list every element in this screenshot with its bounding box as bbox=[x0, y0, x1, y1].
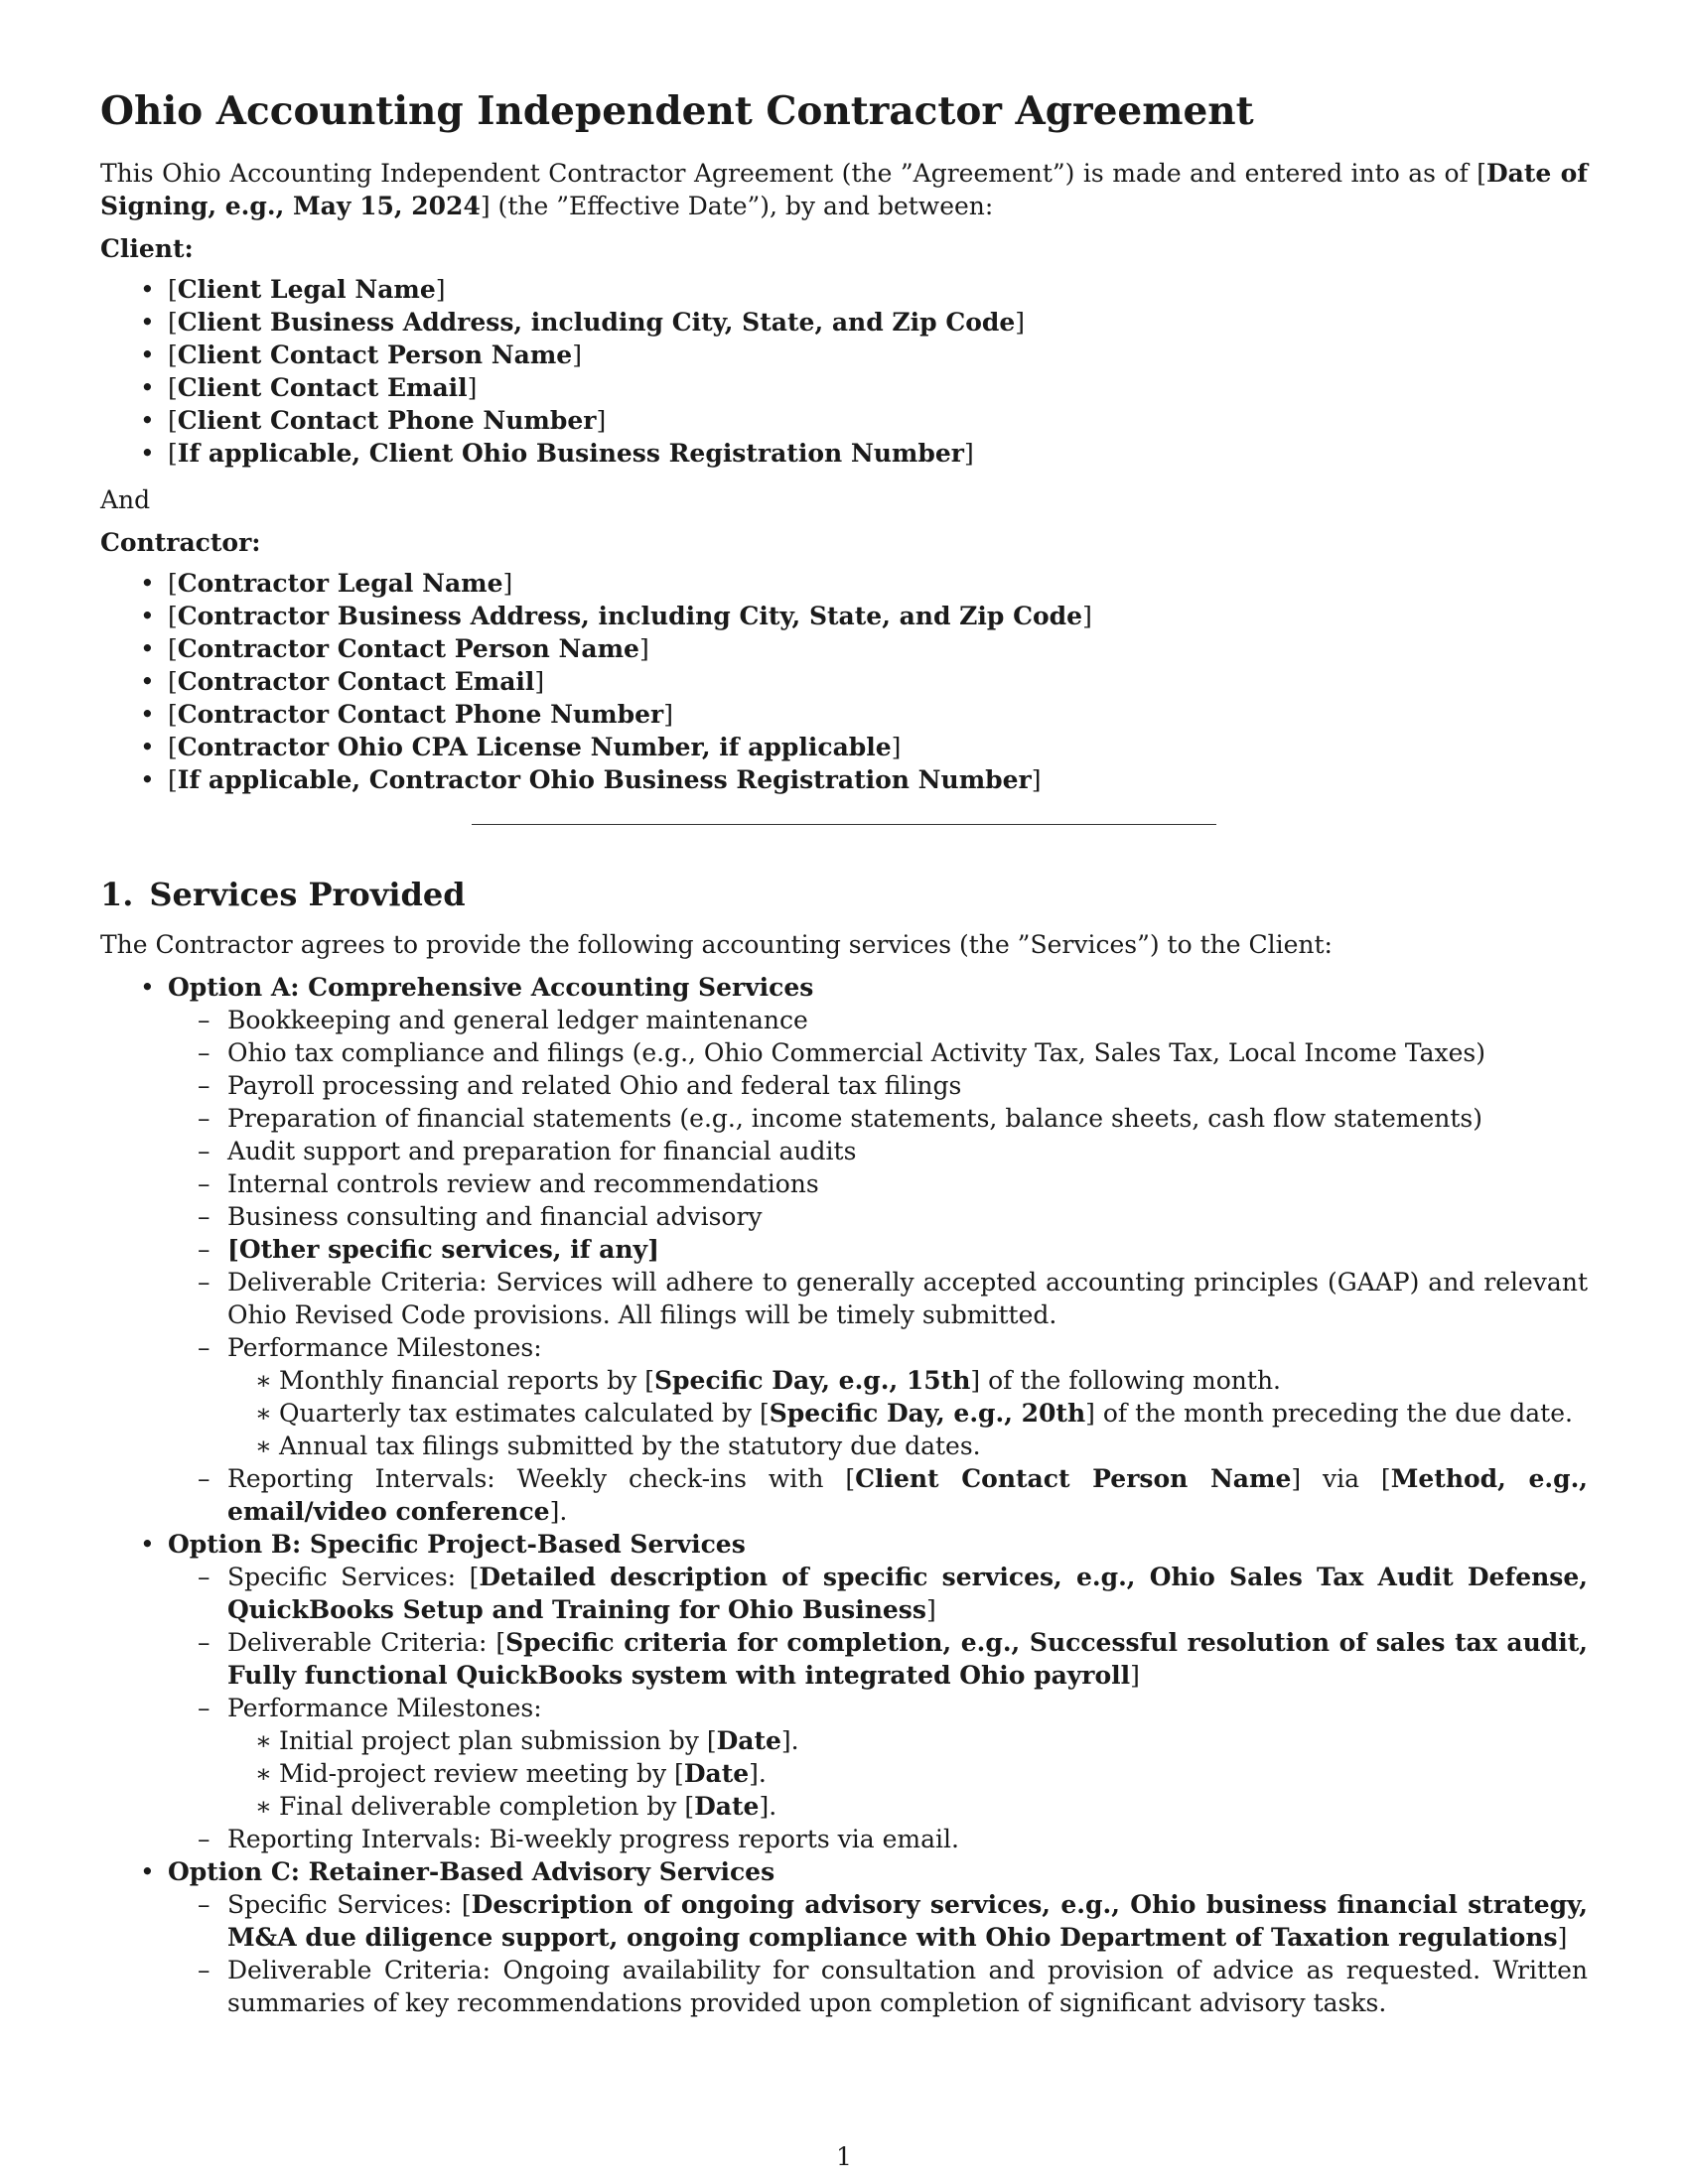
list-item: • [If applicable, Client Ohio Business Registration Number] bbox=[100, 437, 1588, 470]
list-item: • [Client Contact Person Name] bbox=[100, 339, 1588, 371]
list-item: – Reporting Intervals: Weekly check-ins with [Client Contact Person Name] via [Method, e.g., email/video conference]. bbox=[168, 1462, 1588, 1528]
list-item: • [Contractor Ohio CPA License Number, if applicable] bbox=[100, 731, 1588, 763]
intro-paragraph: This Ohio Accounting Independent Contractor Agreement (the ”Agreement”) is made and entered into as of [Date of Signing, e.g., May 15, 2024] (the ”Effective Date”), by and between: bbox=[100, 159, 1588, 220]
list-item: – Bookkeeping and general ledger maintenance bbox=[168, 1004, 1588, 1036]
list-item: – Ohio tax compliance and filings (e.g., Ohio Commercial Activity Tax, Sales Tax, Local Income Taxes) bbox=[168, 1036, 1588, 1069]
list-item: – Reporting Intervals: Bi-weekly progress reports via email. bbox=[168, 1823, 1588, 1855]
section-intro: The Contractor agrees to provide the following accounting services (the ”Services”) to the Client: bbox=[100, 930, 1333, 959]
contractor-list bbox=[100, 567, 1588, 796]
list-item: ∗ Mid-project review meeting by [Date]. bbox=[227, 1757, 1588, 1790]
list-item: • [Contractor Contact Email] bbox=[100, 665, 1588, 698]
list-item: • [Client Business Address, including City, State, and Zip Code] bbox=[100, 306, 1588, 339]
section-heading: 1. Services Provided bbox=[100, 876, 466, 913]
effective-date-placeholder: Date of Signing, e.g., May 15, 2024 bbox=[100, 159, 1588, 220]
option-a bbox=[100, 971, 1588, 1528]
client-label: Client: bbox=[100, 234, 194, 263]
page-number: 1 bbox=[836, 2142, 852, 2171]
list-item: • [Client Contact Email] bbox=[100, 371, 1588, 404]
list-item: • [Contractor Contact Person Name] bbox=[100, 632, 1588, 665]
contractor-label: Contractor: bbox=[100, 528, 261, 557]
option-c-details bbox=[168, 1888, 1588, 2019]
horizontal-rule bbox=[472, 824, 1216, 825]
client-list bbox=[100, 273, 1588, 470]
list-item: ∗ Final deliverable completion by [Date]. bbox=[227, 1790, 1588, 1823]
list-item: – [Other specific services, if any] bbox=[168, 1233, 1588, 1266]
list-item: – Payroll processing and related Ohio and federal tax filings bbox=[168, 1069, 1588, 1102]
list-item: – Specific Services: [Description of ongoing advisory services, e.g., Ohio business financial strategy, M&A due diligence support, ongoing compliance with Ohio Department of Taxation regulations] bbox=[168, 1888, 1588, 1954]
list-item: • [If applicable, Contractor Ohio Business Registration Number] bbox=[100, 763, 1588, 796]
option-a-title: Option A: Comprehensive Accounting Services bbox=[168, 973, 814, 1002]
milestones-list bbox=[227, 1364, 1588, 1462]
list-item: – Deliverable Criteria: Services will adhere to generally accepted accounting principles (GAAP) and relevant Ohio Revised Code provisions. All filings will be timely submitted. bbox=[168, 1266, 1588, 1331]
list-item: • [Client Contact Phone Number] bbox=[100, 404, 1588, 437]
list-item: • [Client Legal Name] bbox=[100, 273, 1588, 306]
milestones-list bbox=[227, 1724, 1588, 1823]
option-b-details bbox=[168, 1561, 1588, 1855]
option-a-details bbox=[168, 1004, 1588, 1528]
list-item: – Specific Services: [Detailed description of specific services, e.g., Ohio Sales Tax Audit Defense, QuickBooks Setup and Training for Ohio Business] bbox=[168, 1561, 1588, 1626]
list-item: ∗ Initial project plan submission by [Date]. bbox=[227, 1724, 1588, 1757]
and-text: And bbox=[100, 485, 151, 514]
services-options-list bbox=[100, 971, 1588, 2019]
list-item: • [Contractor Business Address, including City, State, and Zip Code] bbox=[100, 600, 1588, 632]
list-item: • [Contractor Legal Name] bbox=[100, 567, 1588, 600]
list-item: – Internal controls review and recommendations bbox=[168, 1167, 1588, 1200]
list-item: ∗ Annual tax filings submitted by the statutory due dates. bbox=[227, 1430, 1588, 1462]
document-title: Ohio Accounting Independent Contractor Agreement bbox=[100, 88, 1254, 134]
list-item: – Preparation of financial statements (e.g., income statements, balance sheets, cash flow statements) bbox=[168, 1102, 1588, 1135]
list-item: – Performance Milestones: ∗ Monthly financial reports by [Specific Day, e.g., 15th] of the following month. ∗ Quarterly tax estimates calculated by [Specific Day, e.g., 20th] of the month preceding the due date. ∗ Annual tax filings submitted by the statutory due dates. bbox=[168, 1331, 1588, 1462]
option-c bbox=[100, 1855, 1588, 2019]
list-item: ∗ Monthly financial reports by [Specific Day, e.g., 15th] of the following month. bbox=[227, 1364, 1588, 1397]
option-b bbox=[100, 1528, 1588, 1855]
list-item: • [Contractor Contact Phone Number] bbox=[100, 698, 1588, 731]
list-item: – Audit support and preparation for financial audits bbox=[168, 1135, 1588, 1167]
list-item: – Business consulting and financial advisory bbox=[168, 1200, 1588, 1233]
option-c-title: Option C: Retainer-Based Advisory Services bbox=[168, 1857, 775, 1886]
document-page bbox=[100, 87, 1588, 2019]
list-item: – Deliverable Criteria: Ongoing availability for consultation and provision of advice as requested. Written summaries of key recommendations provided upon completion of significant advisory tasks. bbox=[168, 1954, 1588, 2019]
list-item: ∗ Quarterly tax estimates calculated by [Specific Day, e.g., 20th] of the month preceding the due date. bbox=[227, 1397, 1588, 1430]
list-item: – Performance Milestones: ∗ Initial project plan submission by [Date]. ∗ Mid-project review meeting by [Date]. ∗ Final deliverable completion by [Date]. bbox=[168, 1692, 1588, 1823]
option-b-title: Option B: Specific Project-Based Services bbox=[168, 1530, 746, 1559]
list-item: – Deliverable Criteria: [Specific criteria for completion, e.g., Successful resolution of sales tax audit, Fully functional QuickBooks system with integrated Ohio payroll] bbox=[168, 1626, 1588, 1692]
